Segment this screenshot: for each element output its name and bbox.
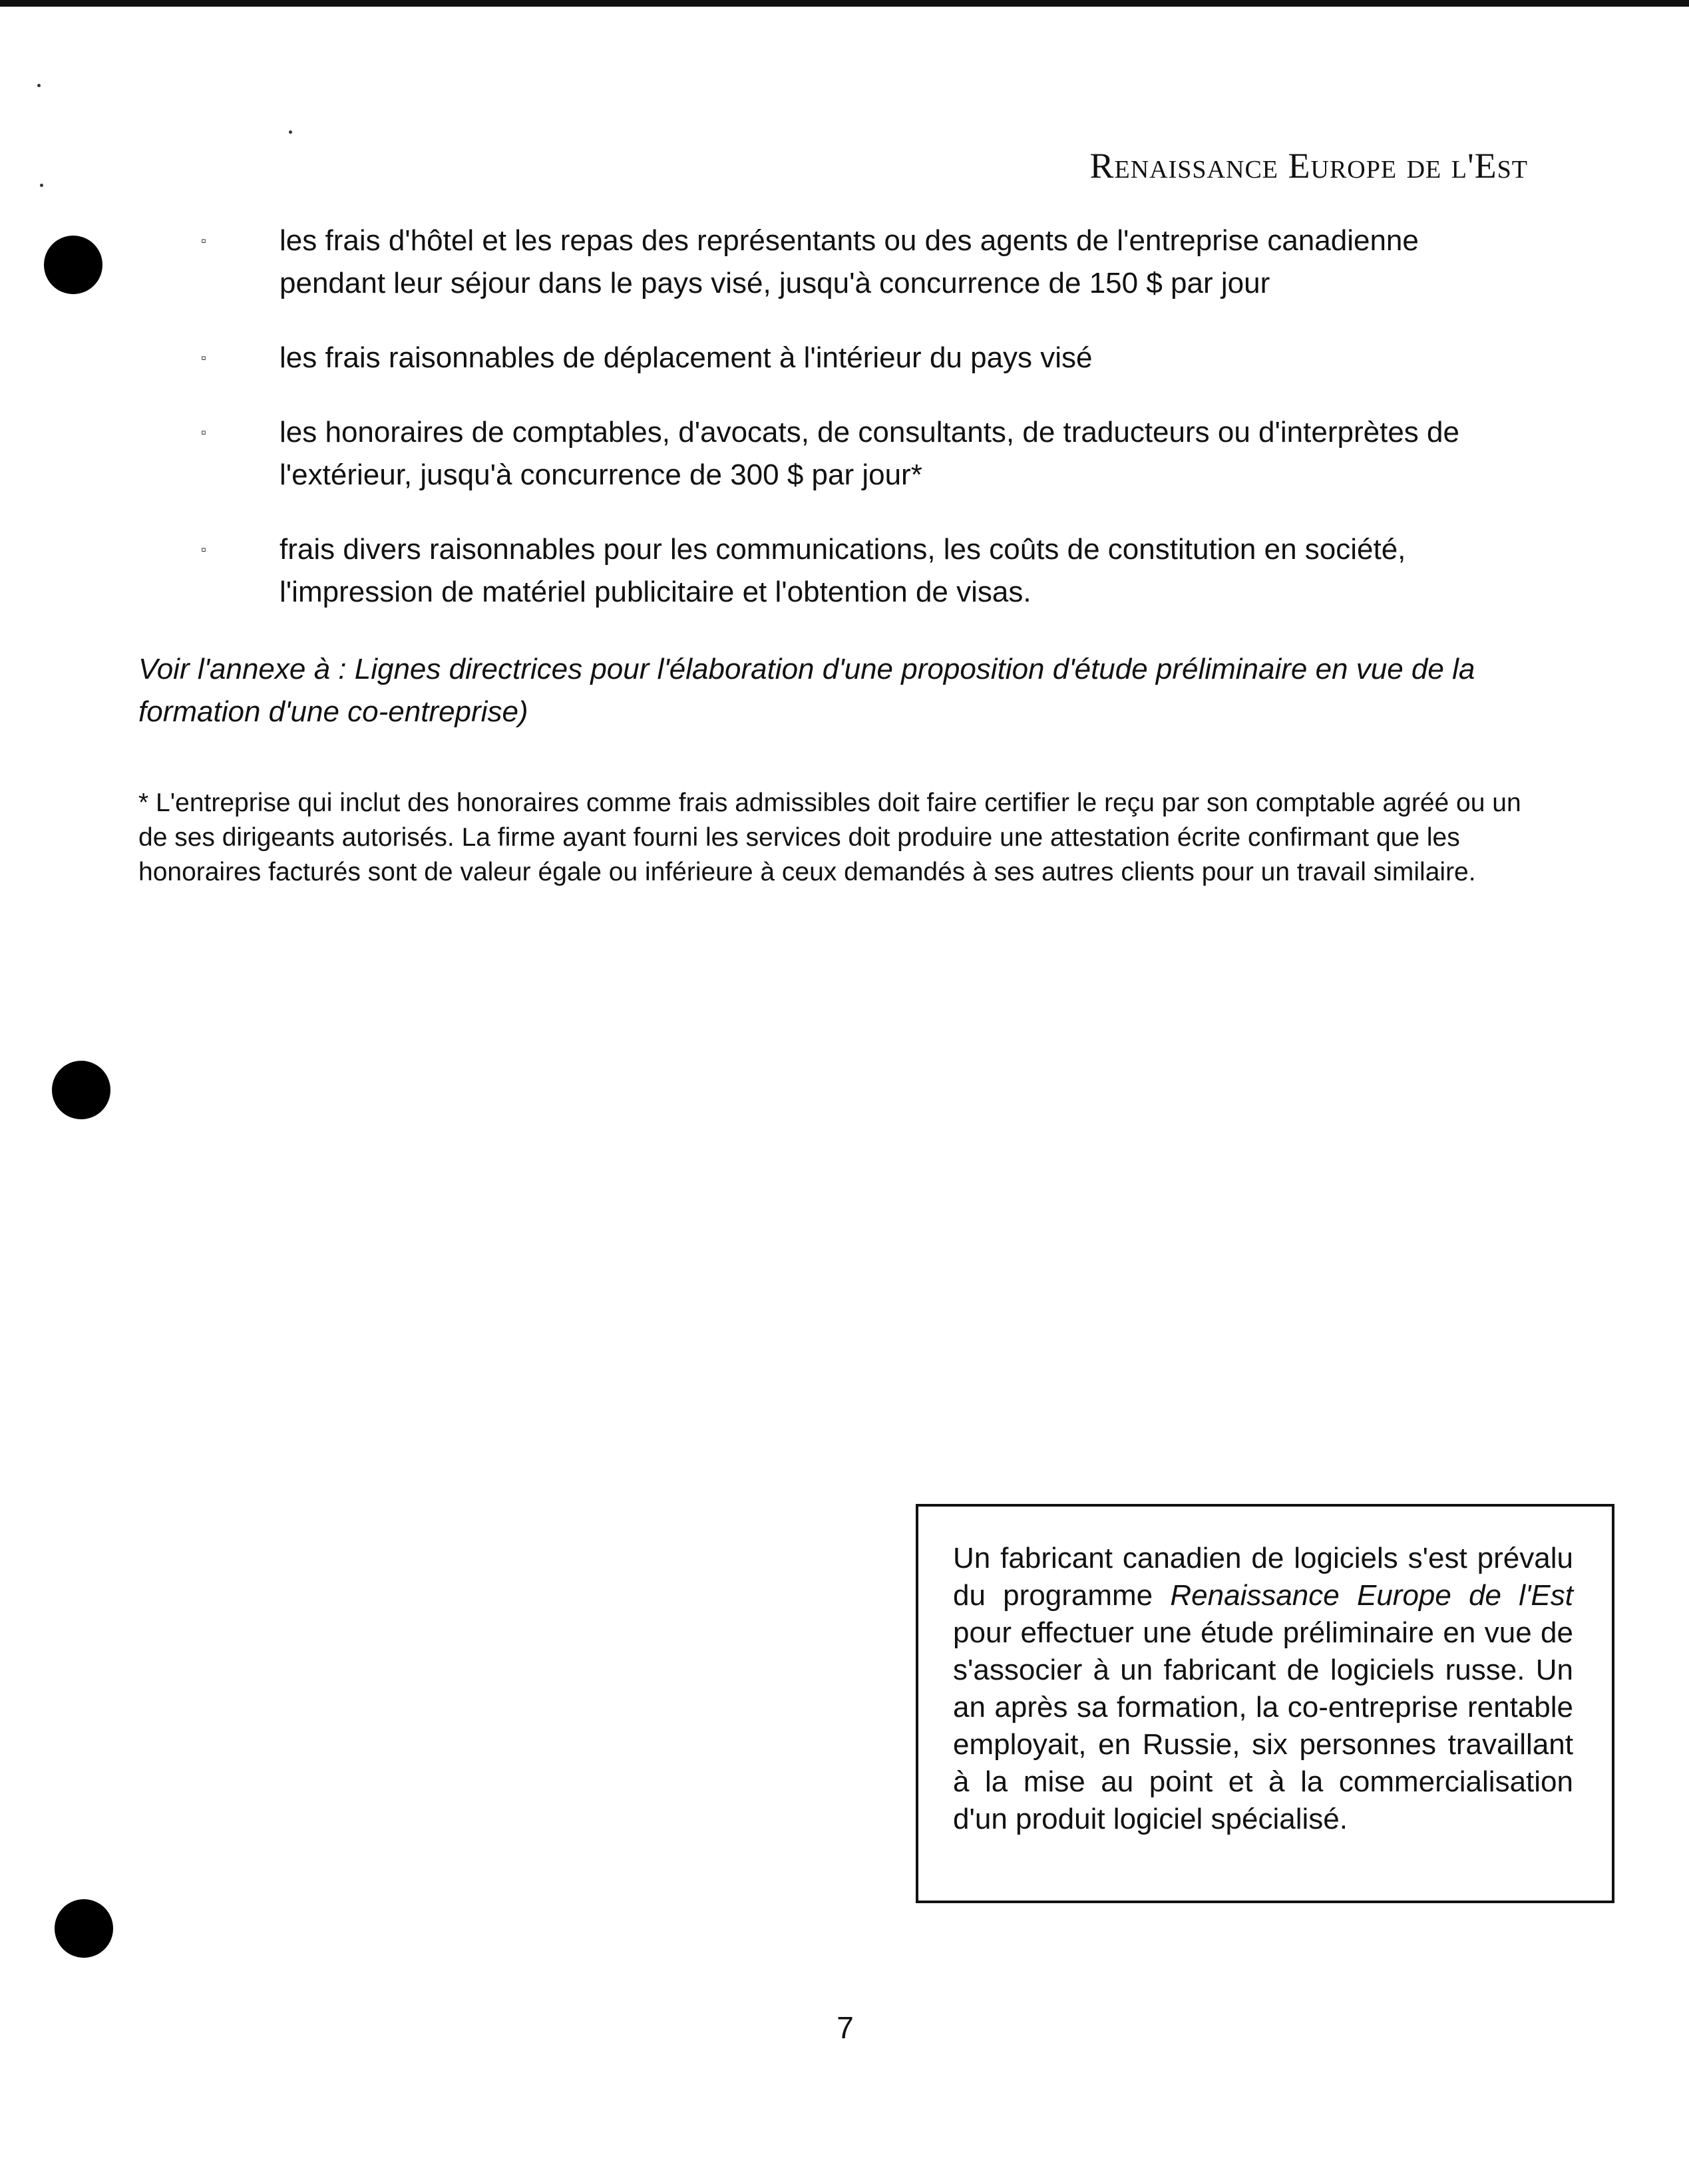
case-study-box <box>916 1504 1614 1903</box>
case-study-text-end: pour effectuer une étude préliminaire en vue de s'associer à un fabricant de logiciels russe. Un an après sa formation, la co-entreprise rentable employait, en Russie, six personnes travaillant à la mise au point et à la commercialisation d'un produit logiciel spécialisé. <box>953 1616 1573 1835</box>
scan-top-edge <box>0 0 1689 7</box>
square-bullet-icon: ▫ <box>201 424 206 441</box>
square-bullet-icon: ▫ <box>201 349 206 366</box>
page-number: 7 <box>837 2010 854 2045</box>
scan-speck <box>37 84 41 87</box>
running-head: Renaissance Europe de l'Est <box>1089 146 1528 186</box>
scan-speck <box>289 130 292 134</box>
list-item-text: les frais raisonnables de déplacement à l'intérieur du pays visé <box>280 341 1093 374</box>
case-study-text-start: Un fabricant canadien de logiciels s'est prévalu du programme <box>953 1542 1573 1612</box>
annex-reference: Voir l'annexe à : Lignes directrices pour l'élaboration d'une proposition d'étude préliminaire en vue de la formation d'une co-entreprise) <box>138 653 1475 728</box>
list-item <box>201 220 1517 305</box>
list-item <box>201 337 1517 379</box>
punch-hole-middle <box>52 1061 110 1119</box>
expense-list <box>201 220 1517 645</box>
footnote: * L'entreprise qui inclut des honoraires comme frais admissibles doit faire certifier le reçu par son comptable agréé ou un de ses dirigeants autorisés. La firme ayant fourni les services doit produire une attestation écrite confirmant que les honoraires facturés sont de valeur égale ou inférieure à ceux demandés à ses autres clients pour un travail similaire. <box>138 789 1521 886</box>
punch-hole-top <box>44 236 102 294</box>
square-bullet-icon: ▫ <box>201 541 206 558</box>
list-item-text: les honoraires de comptables, d'avocats, de consultants, de traducteurs ou d'interprètes de l'extérieur, jusqu'à concurrence de 300 $ par jour* <box>280 416 1459 491</box>
punch-hole-bottom <box>55 1899 113 1958</box>
program-name: Renaissance Europe de l'Est <box>1170 1579 1574 1612</box>
scan-speck <box>40 184 43 187</box>
list-item-text: les frais d'hôtel et les repas des représentants ou des agents de l'entreprise canadienne pendant leur séjour dans le pays visé, jusqu'à concurrence de 150 $ par jour <box>280 224 1419 299</box>
list-item <box>201 411 1517 496</box>
list-item <box>201 528 1517 614</box>
square-bullet-icon: ▫ <box>201 232 206 249</box>
list-item-text: frais divers raisonnables pour les communications, les coûts de constitution en société, l'impression de matériel publicitaire et l'obtention de visas. <box>280 533 1406 608</box>
